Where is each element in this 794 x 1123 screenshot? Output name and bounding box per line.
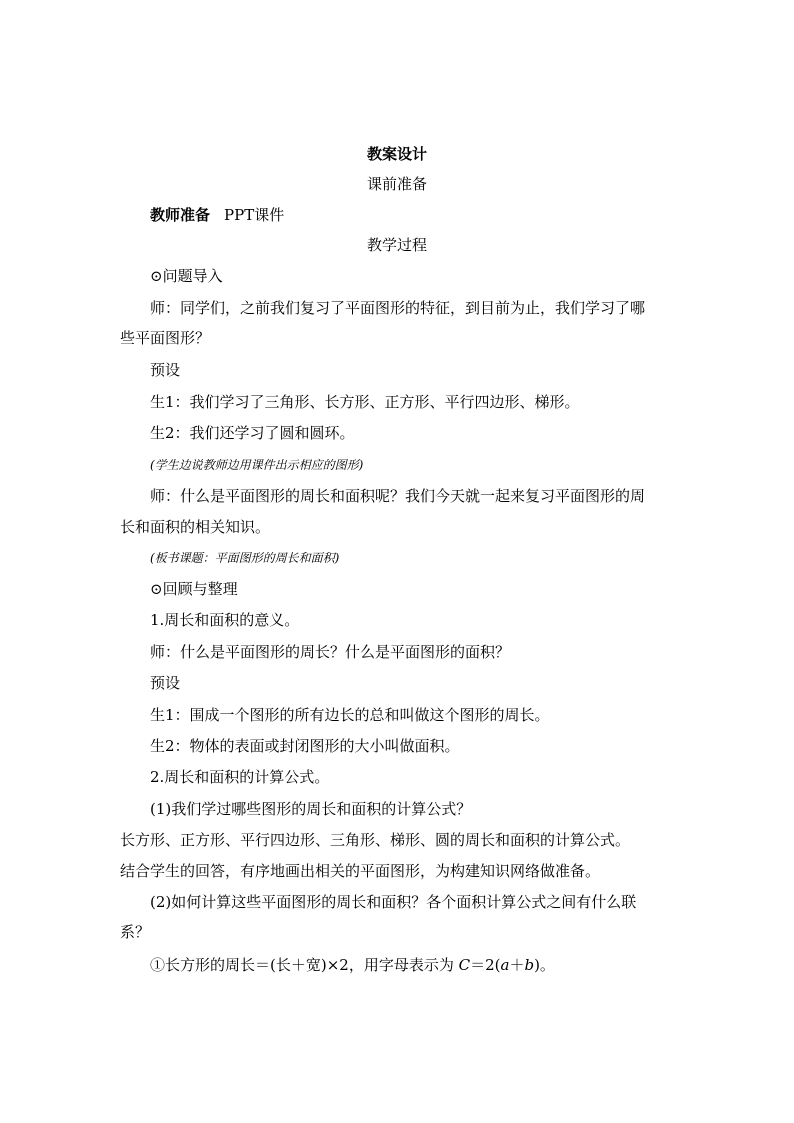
teacher-prep-label: 教师准备	[150, 206, 211, 224]
intro-heading: ⊙问题导入	[150, 267, 223, 285]
section-heading-prep: 课前准备	[366, 175, 427, 193]
student-answer: 生1：围成一个图形的所有边长的总和叫做这个图形的周长。	[150, 706, 550, 724]
teacher-prep-row	[150, 205, 284, 225]
paragraph-line: 师：什么是平面图形的周长和面积呢？我们今天就一起来复习平面图形的周	[150, 487, 646, 505]
paragraph-line: 些平面图形？	[120, 329, 211, 347]
paragraph-line: 结合学生的回答，有序地画出相关的平面图形，为构建知识网络做准备。	[120, 862, 601, 880]
board-note: (板书课题：平面图形的周长和面积)	[150, 551, 340, 565]
formula-text: ＋	[509, 956, 525, 974]
formula-text: ①长方形的周长＝(长＋宽)×2，用字母表示为	[150, 956, 459, 974]
preset-label: 预设	[150, 361, 181, 379]
question-line: (2)如何计算这些平面图形的周长和面积？各个面积计算公式之间有什么联	[150, 893, 637, 911]
formula-text: ＝2(	[470, 956, 501, 974]
page-title: 教案设计	[366, 145, 427, 163]
preset-label: 预设	[150, 674, 181, 692]
paragraph-line: 师：什么是平面图形的周长？什么是平面图形的面积？	[150, 643, 511, 661]
student-answer: 生2：我们还学习了圆和圆环。	[150, 424, 355, 442]
paragraph-line: 师：同学们，之前我们复习了平面图形的特征，到目前为止，我们学习了哪	[150, 299, 646, 317]
student-answer: 生2：物体的表面或封闭图形的大小叫做面积。	[150, 737, 460, 755]
review-heading: ⊙回顾与整理	[150, 580, 238, 598]
formula-var: b	[524, 956, 535, 974]
question-line: (1)我们学过哪些图形的周长和面积的计算公式？	[150, 800, 472, 818]
section-heading-process: 教学过程	[366, 236, 427, 254]
formula-text: )。	[534, 956, 555, 974]
paragraph-line: 系？	[120, 923, 151, 941]
numbered-item: 1.周长和面积的意义。	[150, 611, 300, 629]
paragraph-line: 长和面积的相关知识。	[120, 518, 271, 536]
formula-line	[150, 955, 555, 975]
stage-note: (学生边说教师边用课件出示相应的图形)	[150, 458, 364, 472]
paragraph-line: 长方形、正方形、平行四边形、三角形、梯形、圆的周长和面积的计算公式。	[120, 831, 631, 849]
formula-var: C	[458, 956, 471, 974]
numbered-item: 2.周长和面积的计算公式。	[150, 768, 330, 786]
formula-var: a	[500, 956, 510, 974]
student-answer: 生1：我们学习了三角形、长方形、正方形、平行四边形、梯形。	[150, 393, 580, 411]
teacher-prep-value: PPT课件	[224, 206, 285, 224]
